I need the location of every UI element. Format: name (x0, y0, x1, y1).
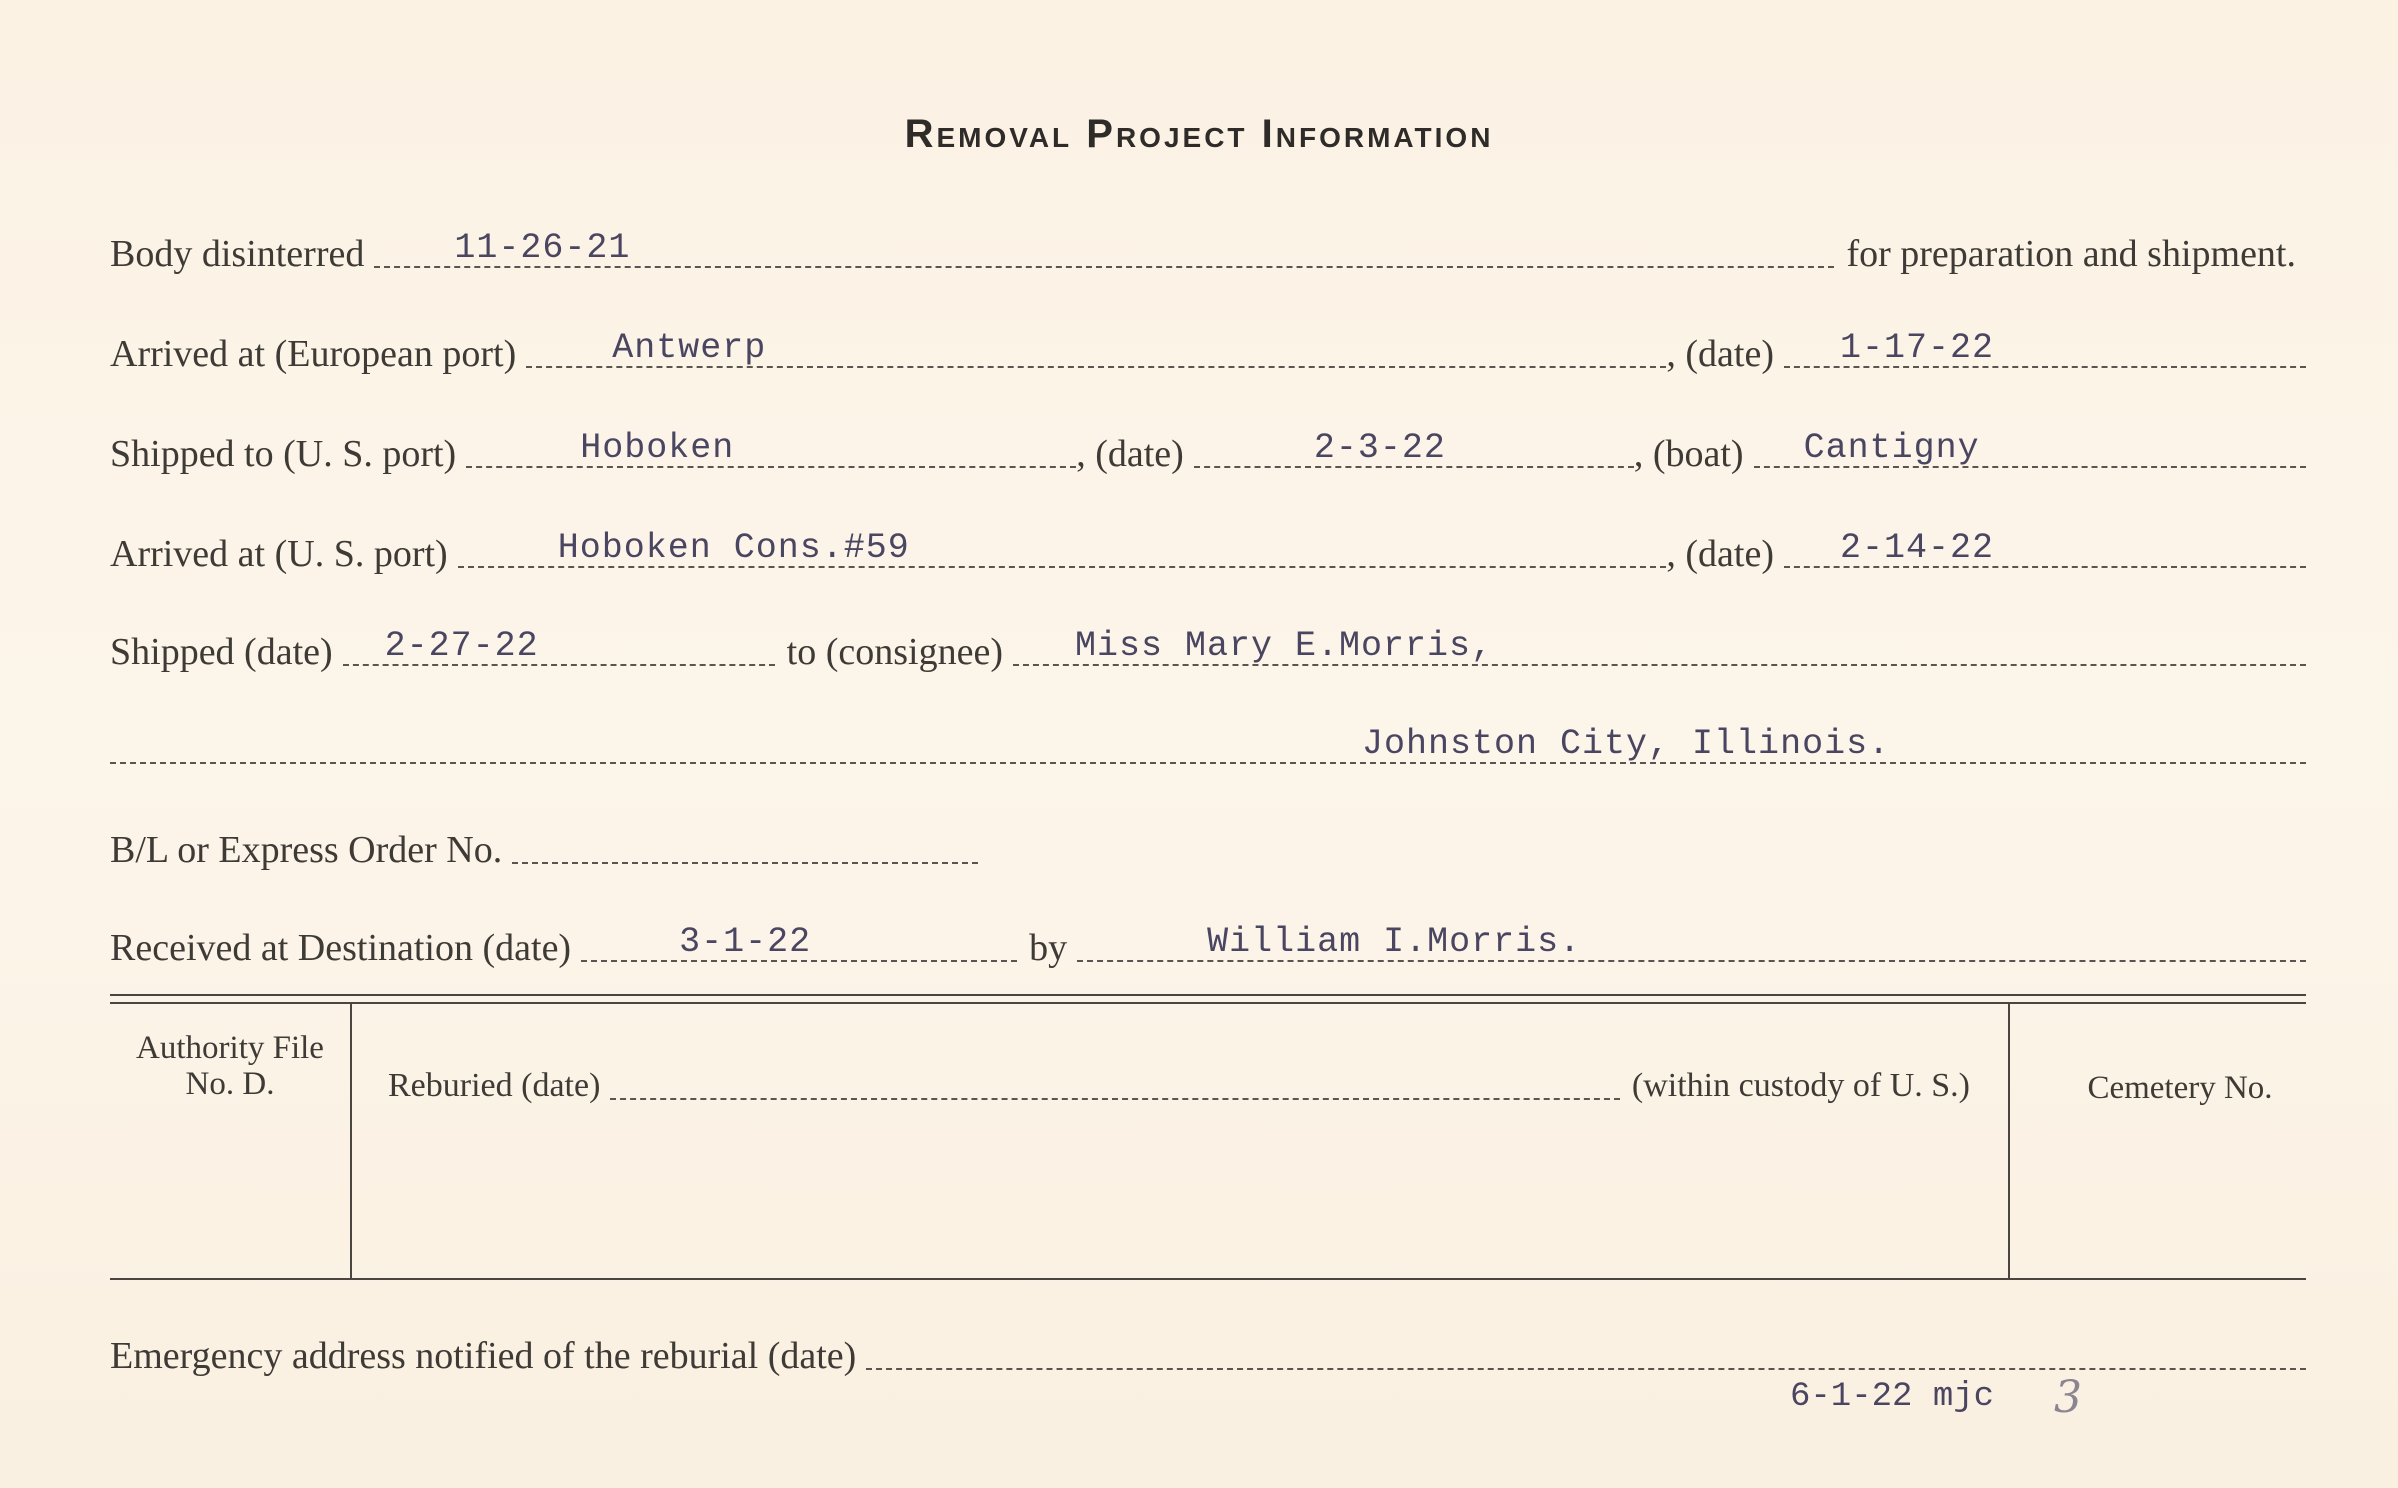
row-disinterred (110, 228, 2306, 276)
shipped-date-label: Shipped (date) (110, 631, 333, 673)
row-arrived-us (110, 528, 2306, 576)
reburied-date-field[interactable] (610, 1068, 1620, 1100)
row-address (110, 724, 2306, 772)
consignee-value: Miss Mary E.Morris, (1074, 626, 1494, 666)
disinterred-label: Body disinterred (110, 233, 365, 275)
shipped-us-date-field[interactable] (1194, 428, 1634, 468)
arrived-eu-date-field[interactable] (1784, 328, 2306, 368)
shipped-us-boat-label: , (boat) (1633, 433, 1744, 475)
shipped-us-label: Shipped to (U. S. port) (110, 433, 457, 475)
arrived-us-port-value: Hoboken Cons.#59 (557, 528, 910, 568)
box-divider-right (2008, 1004, 2010, 1278)
page-title: Removal Project Information (904, 112, 1494, 156)
reburied-label: Reburied (date) (388, 1067, 601, 1104)
shipped-us-boat-field[interactable] (1754, 428, 2306, 468)
box-top-rule-2 (110, 1002, 2306, 1004)
shipped-us-boat-value: Cantigny (1803, 428, 1980, 468)
arrived-eu-label: Arrived at (European port) (110, 333, 517, 375)
consignee-label: to (consignee) (786, 631, 1003, 673)
address-field[interactable] (110, 724, 2306, 764)
box-bottom-rule (110, 1278, 2306, 1280)
footer-initial: 3 (2054, 1372, 2082, 1423)
address-value: Johnston City, Illinois. (1362, 724, 1891, 764)
arrived-us-port-field[interactable] (458, 528, 1667, 568)
arrived-eu-port-field[interactable] (526, 328, 1666, 368)
received-date-value: 3-1-22 (679, 922, 812, 962)
emergency-label: Emergency address notified of the reburial (date) (110, 1335, 857, 1377)
consignee-field[interactable] (1013, 626, 2306, 666)
box-divider-left (350, 1004, 352, 1278)
arrived-us-date-value: 2-14-22 (1840, 528, 1995, 568)
row-received (110, 922, 2306, 970)
disinterred-value: 11-26-21 (454, 228, 631, 268)
shipped-us-port-value: Hoboken (580, 428, 735, 468)
arrived-eu-port-value: Antwerp (612, 328, 767, 368)
received-label: Received at Destination (date) (110, 927, 572, 969)
arrived-us-label: Arrived at (U. S. port) (110, 533, 448, 575)
received-by-field[interactable] (1077, 922, 2306, 962)
arrived-us-date-label: , (date) (1666, 533, 1774, 575)
box-top-rule (110, 994, 2306, 996)
row-emergency (110, 1330, 2306, 1378)
received-by-label: by (1029, 927, 1068, 969)
authority-file-label: Authority File No. D. (136, 1030, 324, 1102)
received-date-field[interactable] (581, 922, 1017, 962)
arrived-us-date-field[interactable] (1784, 528, 2306, 568)
bl-field[interactable] (512, 832, 978, 864)
shipped-us-date-label: , (date) (1076, 433, 1184, 475)
arrived-eu-date-label: , (date) (1666, 333, 1774, 375)
footer-stamp: 6-1-22 mjc (1790, 1378, 1995, 1416)
row-shipped (110, 626, 2306, 674)
arrived-eu-date-value: 1-17-22 (1840, 328, 1995, 368)
row-shipped-us (110, 428, 2306, 476)
row-arrived-european (110, 328, 2306, 376)
row-bl (110, 824, 978, 872)
bl-label: B/L or Express Order No. (110, 829, 503, 871)
shipped-us-port-field[interactable] (466, 428, 1076, 468)
shipped-date-value: 2-27-22 (384, 626, 539, 666)
shipped-us-date-value: 2-3-22 (1313, 428, 1446, 468)
disinterred-field[interactable] (374, 228, 1834, 268)
row-reburied (388, 1060, 1980, 1108)
emergency-date-field[interactable] (866, 1338, 2306, 1370)
custody-label: (within custody of U. S.) (1631, 1067, 1970, 1104)
cemetery-no-label: Cemetery No. (2087, 1070, 2273, 1106)
disinterred-suffix: for preparation and shipment. (1846, 233, 2296, 275)
received-by-value: William I.Morris. (1207, 922, 1582, 962)
shipped-date-field[interactable] (343, 626, 775, 666)
